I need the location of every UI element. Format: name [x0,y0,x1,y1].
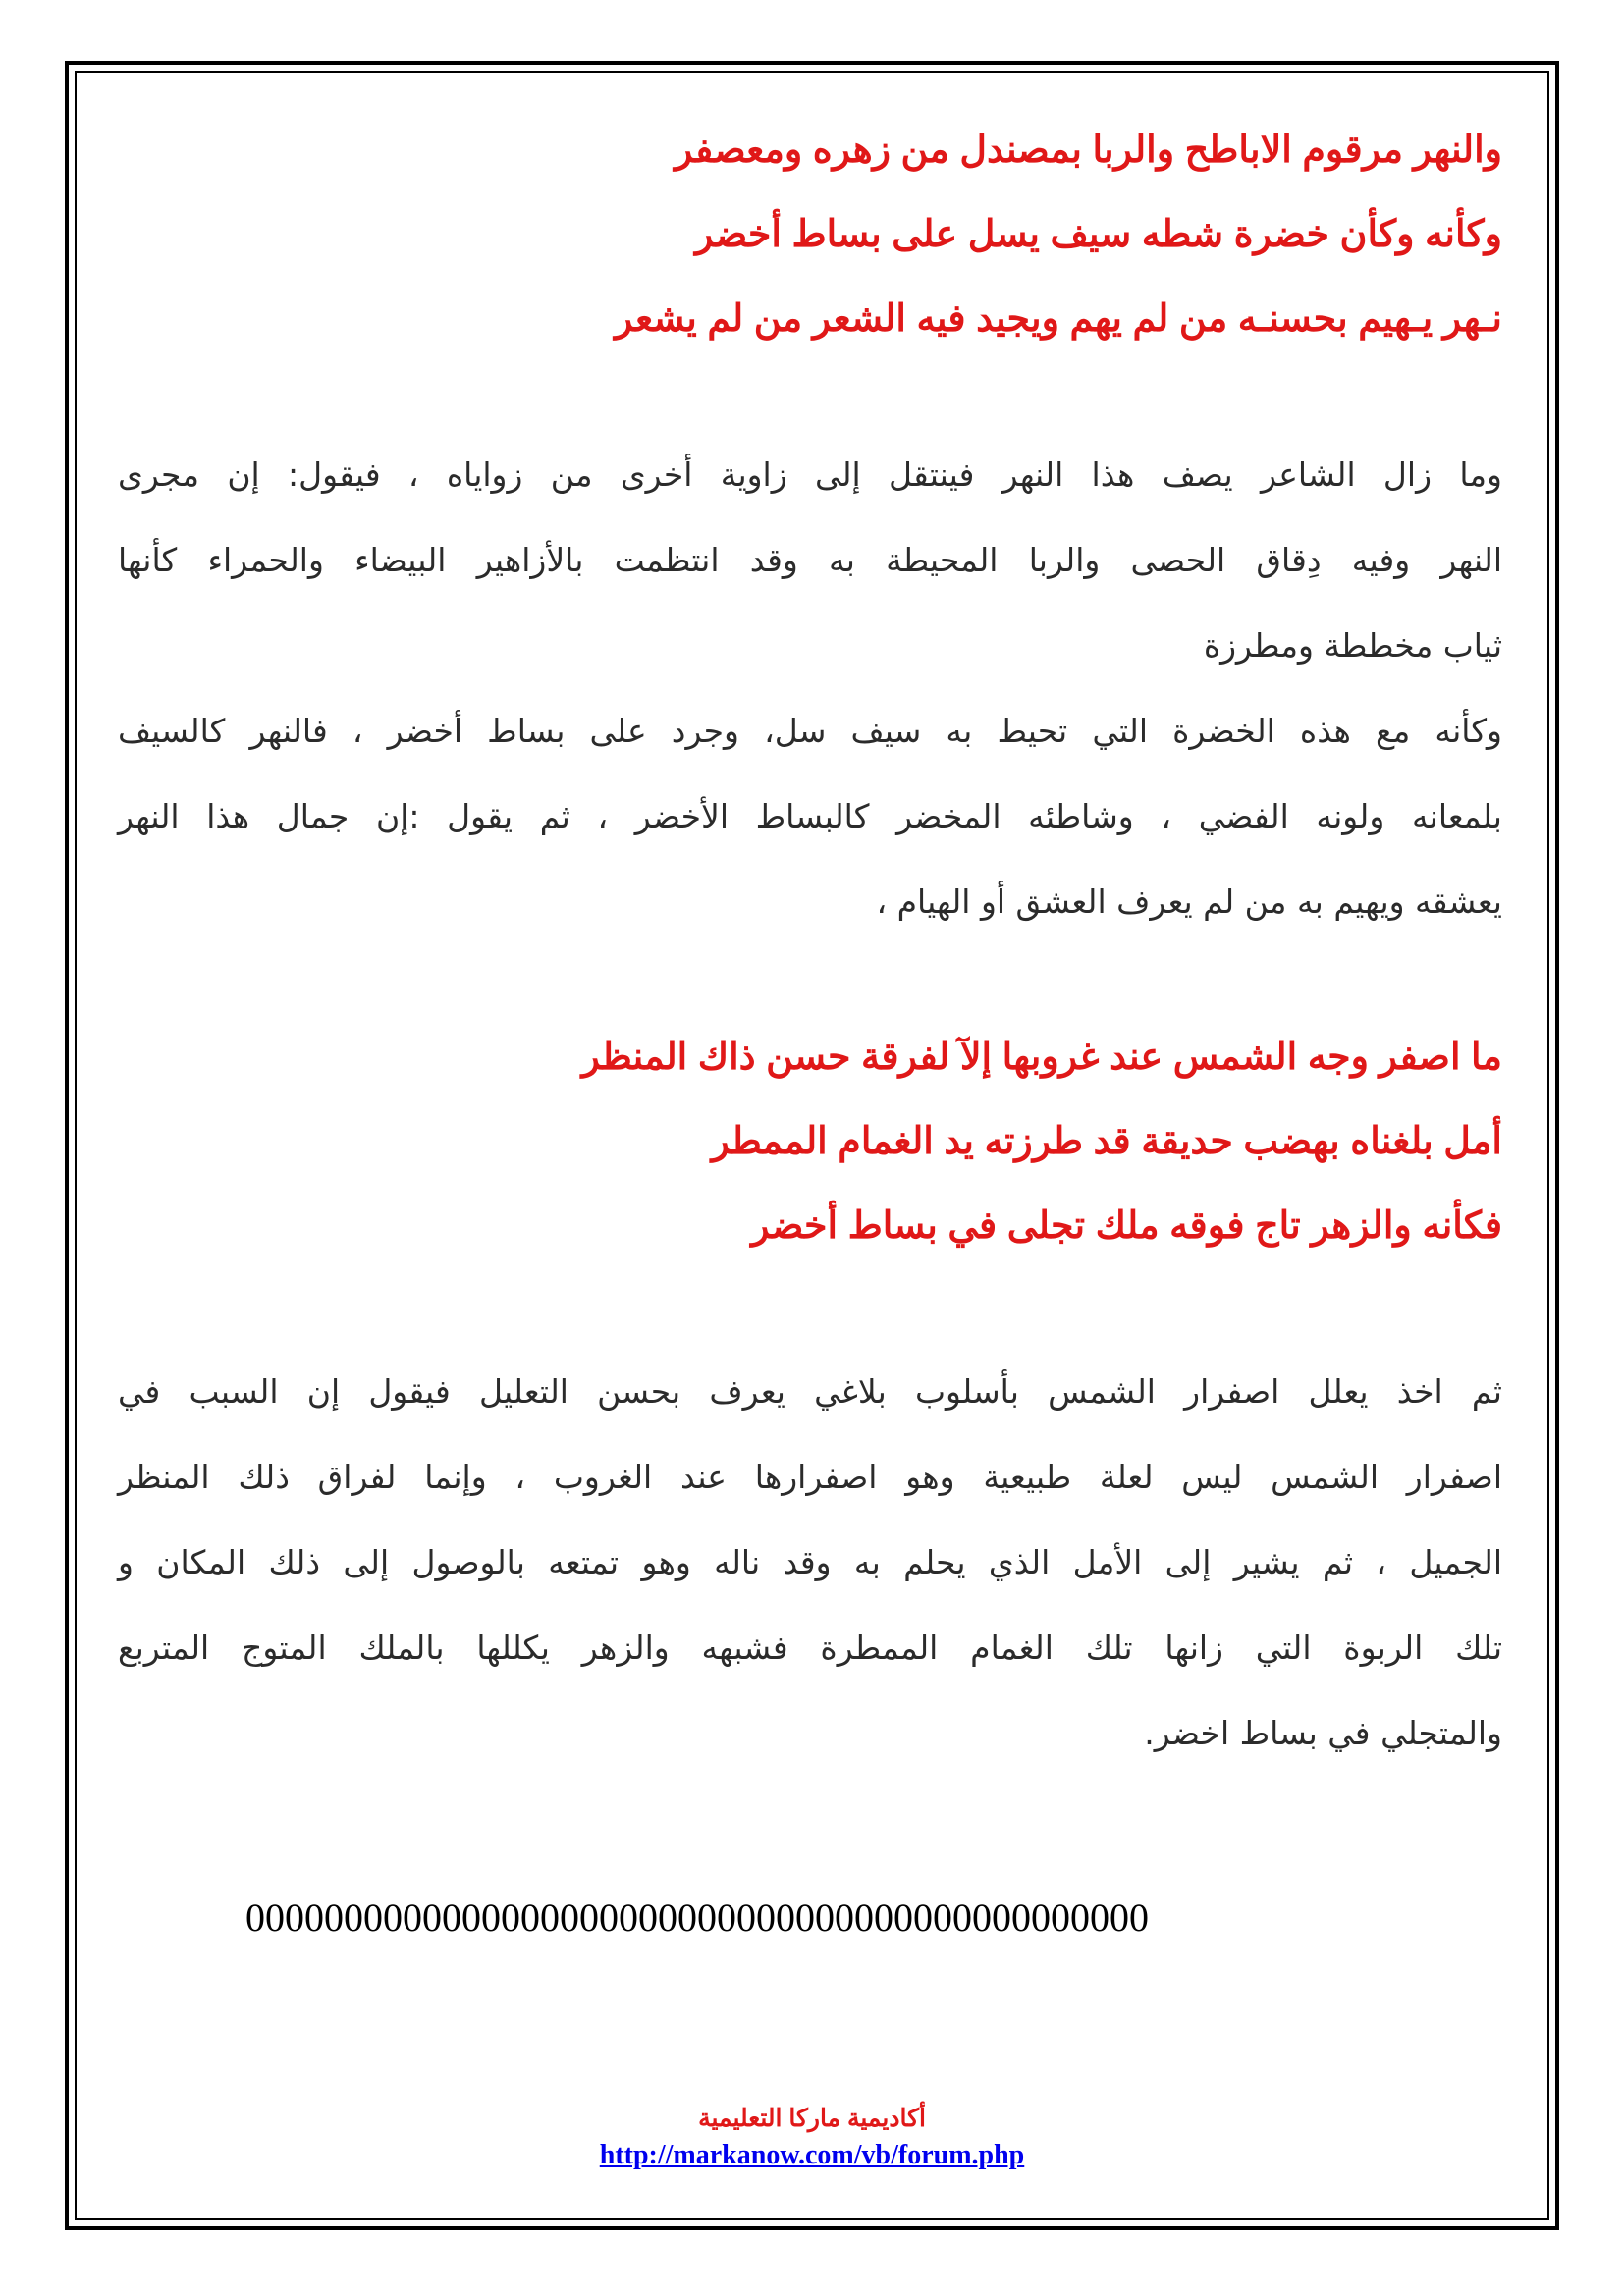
prose-paragraph-2 [118,688,1502,944]
spacer [118,944,1502,1015]
poem-line: فكأنه والزهر تاج فوقه ملك تجلى في بساط أخضر [751,1205,1502,1247]
poem-line: والنهر مرقوم الاباطح والربا بمصندل من زهره ومعصفر [675,130,1502,171]
prose-paragraph-1 [118,432,1502,688]
prose-line: يعشقه ويهيم به من لم يعرف العشق أو الهيام ، [876,882,1502,921]
poem-stanza-2 [118,1015,1502,1268]
poem-stanza-1 [118,108,1502,361]
prose-paragraph-3 [118,1349,1502,1776]
prose-line: اصفرار الشمس ليس لعلة طبيعية وهو اصفرارها عند الغروب ، وإنما لفراق ذلك المنظر [118,1458,1502,1496]
page-footer [0,2101,1624,2175]
poem-line: أمل بلغناه بهضب حديقة قد طرزته يد الغمام الممطر [711,1121,1502,1162]
poem-line: ما اصفر وجه الشمس عند غروبها إلآ لفرقة حسن ذاك المنظر [581,1037,1502,1078]
footer-academy-name: أكاديمية ماركا التعليمية [698,2105,926,2132]
prose-line: تلك الربوة التي زانها تلك الغمام الممطرة فشبهه والزهر يكللها بالملك المتوج المتربع [118,1629,1502,1667]
footer-forum-link[interactable]: http://markanow.com/vb/forum.php [599,2140,1025,2170]
prose-line: الجميل ، ثم يشير إلى الأمل الذي يحلم به وقد ناله وهو تمتعه بالوصول إلى ذلك المكان و [118,1543,1502,1581]
prose-line: وكأنه مع هذه الخضرة التي تحيط به سيف سل، وجرد على بساط أخضر ، فالنهر كالسيف [118,712,1502,750]
poem-line: نـهر يـهيم بحسنـه من لم يهم ويجيد فيه الشعر من لم يشعر [615,298,1502,340]
prose-line: النهر وفيه دِقاق الحصى والربا المحيطة به وقد انتظمت بالأزاهير البيضاء والحمراء كأنها [118,541,1502,579]
spacer [118,1268,1502,1349]
prose-line: بلمعانه ولونه الفضي ، وشاطئه المخضر كالبساط الأخضر ، ثم يقول :إن جمال هذا النهر [118,797,1502,835]
prose-line: وما زال الشاعر يصف هذا النهر فينتقل إلى زاوية أخرى من زواياه ، فيقول: إن مجرى [118,455,1502,494]
prose-line: والمتجلي في بساط اخضر. [1144,1714,1502,1752]
spacer [118,361,1502,432]
document-body [118,108,1502,1776]
zeros-separator: 0000000000000000000000000000000000000000000000 [245,1896,1149,1940]
prose-line: ثياب مخططة ومطرزة [1203,626,1502,665]
poem-line: وكأنه وكأن خضرة شطه سيف يسل على بساط أخضر [694,214,1502,255]
prose-line: ثم اخذ يعلل اصفرار الشمس بأسلوب بلاغي يعرف بحسن التعليل فيقول إن السبب في [118,1372,1502,1411]
